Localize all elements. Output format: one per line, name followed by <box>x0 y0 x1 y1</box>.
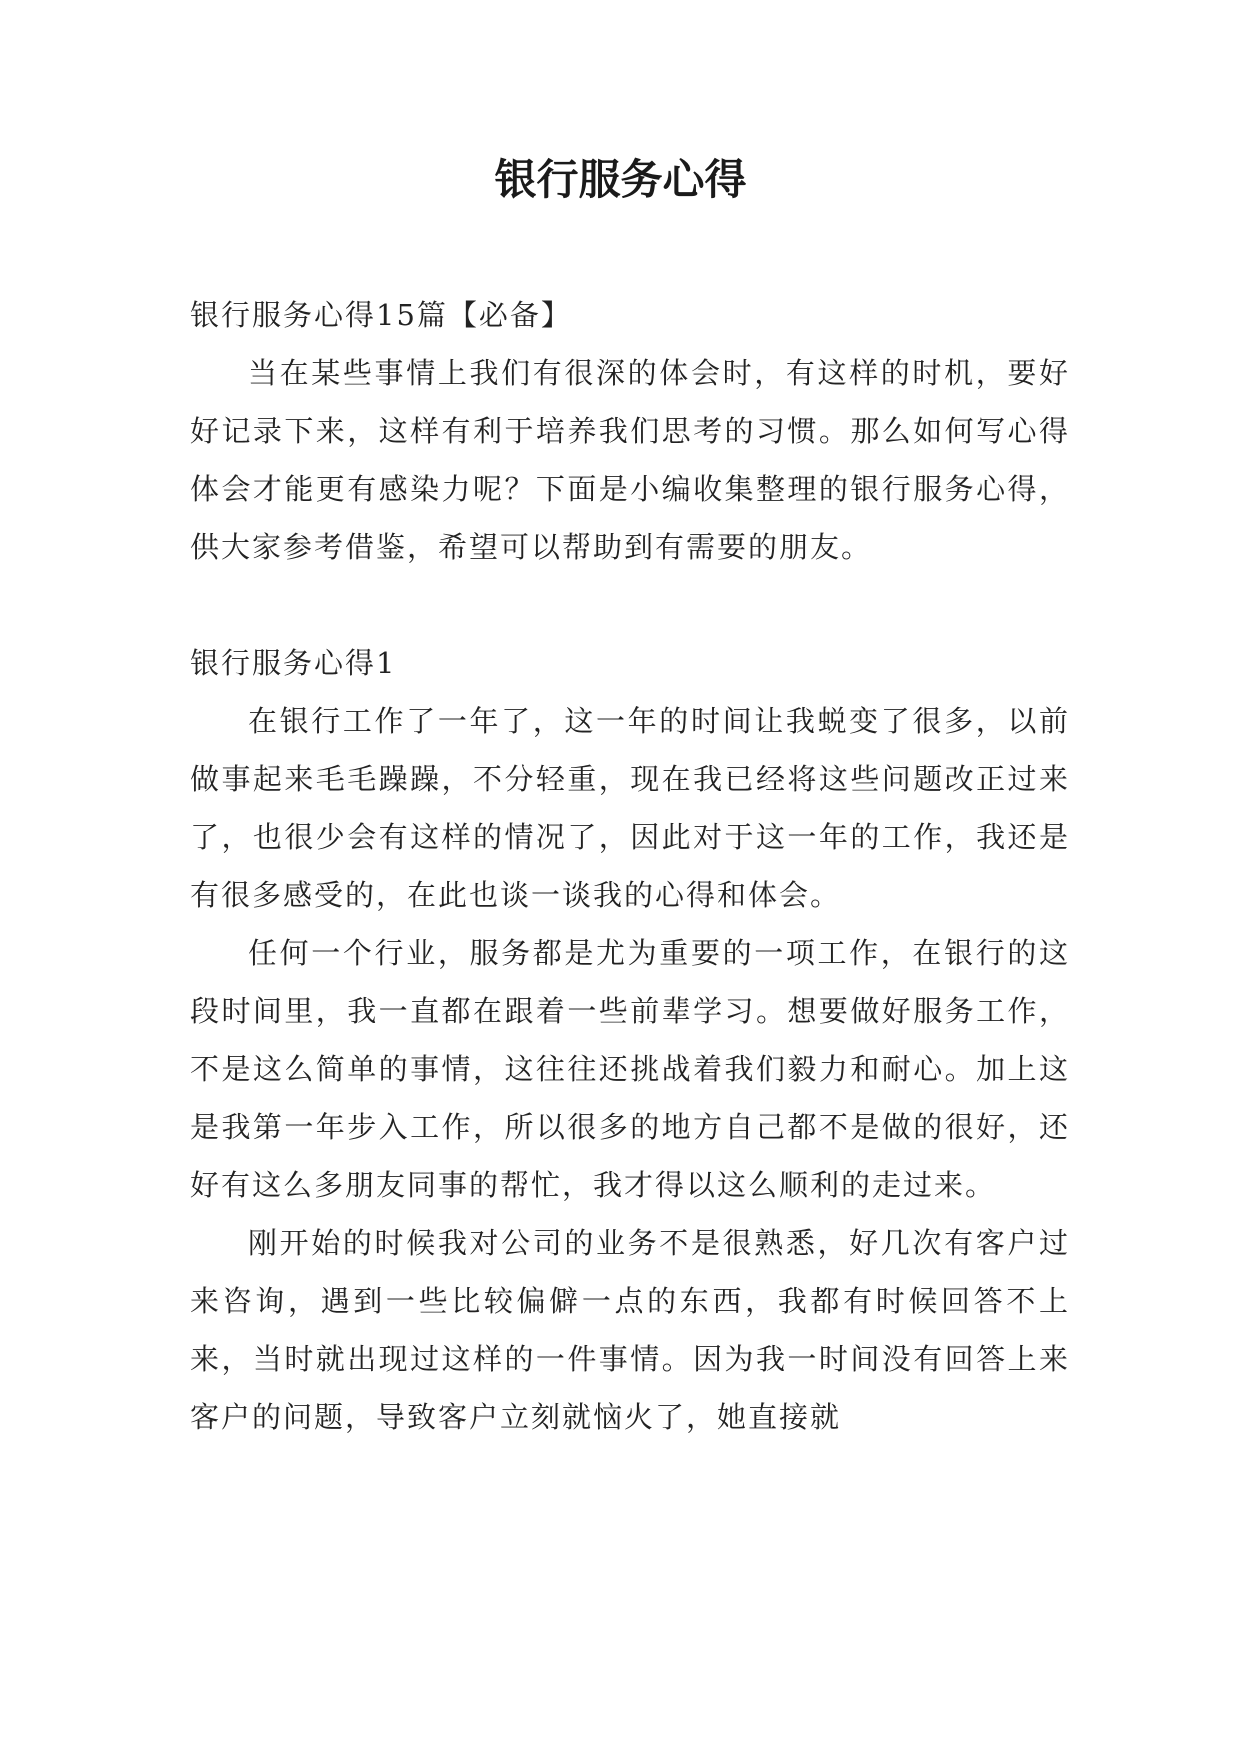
section-heading: 银行服务心得1 <box>190 646 397 680</box>
body-paragraph: 刚开始的时候我对公司的业务不是很熟悉，好几次有客户过来咨询，遇到一些比较偏僻一点的东西，我都有时候回答不上来，当时就出现过这样的一件事情。因为我一时间没有回答上来客户的问题，导致客户立刻就恼火了，她直接就 <box>190 1226 1070 1434</box>
document-body <box>190 286 1070 1446</box>
intro-paragraph: 当在某些事情上我们有很深的体会时，有这样的时机，要好好记录下来，这样有利于培养我们思考的习惯。那么如何写心得体会才能更有感染力呢？下面是小编收集整理的银行服务心得，供大家参考借鉴，希望可以帮助到有需要的朋友。 <box>190 356 1070 564</box>
body-paragraph: 在银行工作了一年了，这一年的时间让我蜕变了很多，以前做事起来毛毛躁躁，不分轻重，现在我已经将这些问题改正过来了，也很少会有这样的情况了，因此对于这一年的工作，我还是有很多感受的，在此也谈一谈我的心得和体会。 <box>190 704 1070 912</box>
body-paragraph: 任何一个行业，服务都是尤为重要的一项工作，在银行的这段时间里，我一直都在跟着一些前辈学习。想要做好服务工作，不是这么简单的事情，这往往还挑战着我们毅力和耐心。加上这是我第一年步入工作，所以很多的地方自己都不是做的很好，还好有这么多朋友同事的帮忙，我才得以这么顺利的走过来。 <box>190 936 1070 1202</box>
document-subtitle: 银行服务心得15篇【必备】 <box>190 298 572 332</box>
document-title: 银行服务心得 <box>494 155 747 204</box>
paragraph-gap <box>190 576 1070 634</box>
